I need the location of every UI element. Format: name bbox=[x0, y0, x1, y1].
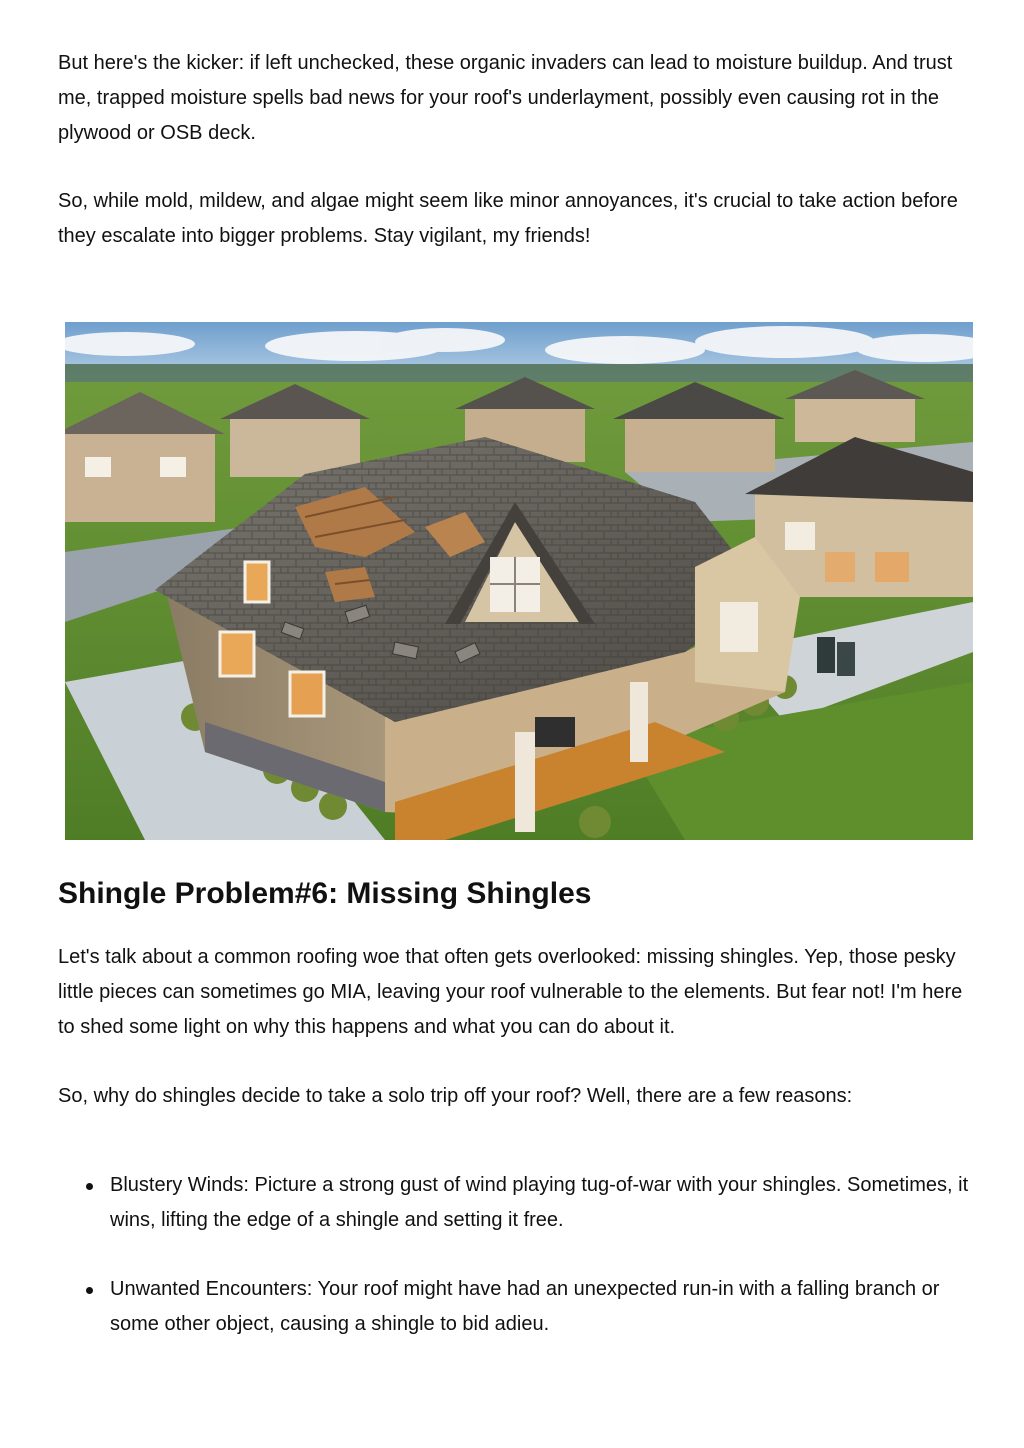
body-paragraph: So, while mold, mildew, and algae might seem like minor annoyances, it's crucial to take action before they escalate into bigger problems. Stay vigilant, my friends! bbox=[58, 190, 958, 247]
list-item-text: Unwanted Encounters: Your roof might have had an unexpected run-in with a falling branch or some other object, causing a shingle to bid adieu. bbox=[110, 1278, 940, 1335]
bullet-icon bbox=[86, 1183, 93, 1190]
house-roof-image bbox=[65, 322, 973, 840]
list-item bbox=[58, 1272, 978, 1342]
section-heading: Shingle Problem#6: Missing Shingles bbox=[58, 877, 592, 910]
body-paragraph: So, why do shingles decide to take a solo trip off your roof? Well, there are a few reasons: bbox=[58, 1085, 853, 1107]
bullet-icon bbox=[86, 1287, 93, 1294]
list-item-text: Blustery Winds: Picture a strong gust of wind playing tug-of-war with your shingles. Sometimes, it wins, lifting the edge of a shingle and setting it free. bbox=[110, 1174, 969, 1231]
body-paragraph: Let's talk about a common roofing woe that often gets overlooked: missing shingles. Yep, those pesky little pieces can sometimes go MIA, leaving your roof vulnerable to the elements. But fear not! I'm here to shed some light on why this happens and what you can do about it. bbox=[58, 946, 963, 1038]
reasons-list bbox=[58, 1168, 978, 1376]
list-item bbox=[58, 1168, 978, 1238]
body-paragraph: But here's the kicker: if left unchecked, these organic invaders can lead to moisture buildup. And trust me, trapped moisture spells bad news for your roof's underlayment, possibly even causing rot in the plywood or OSB deck. bbox=[58, 52, 953, 144]
